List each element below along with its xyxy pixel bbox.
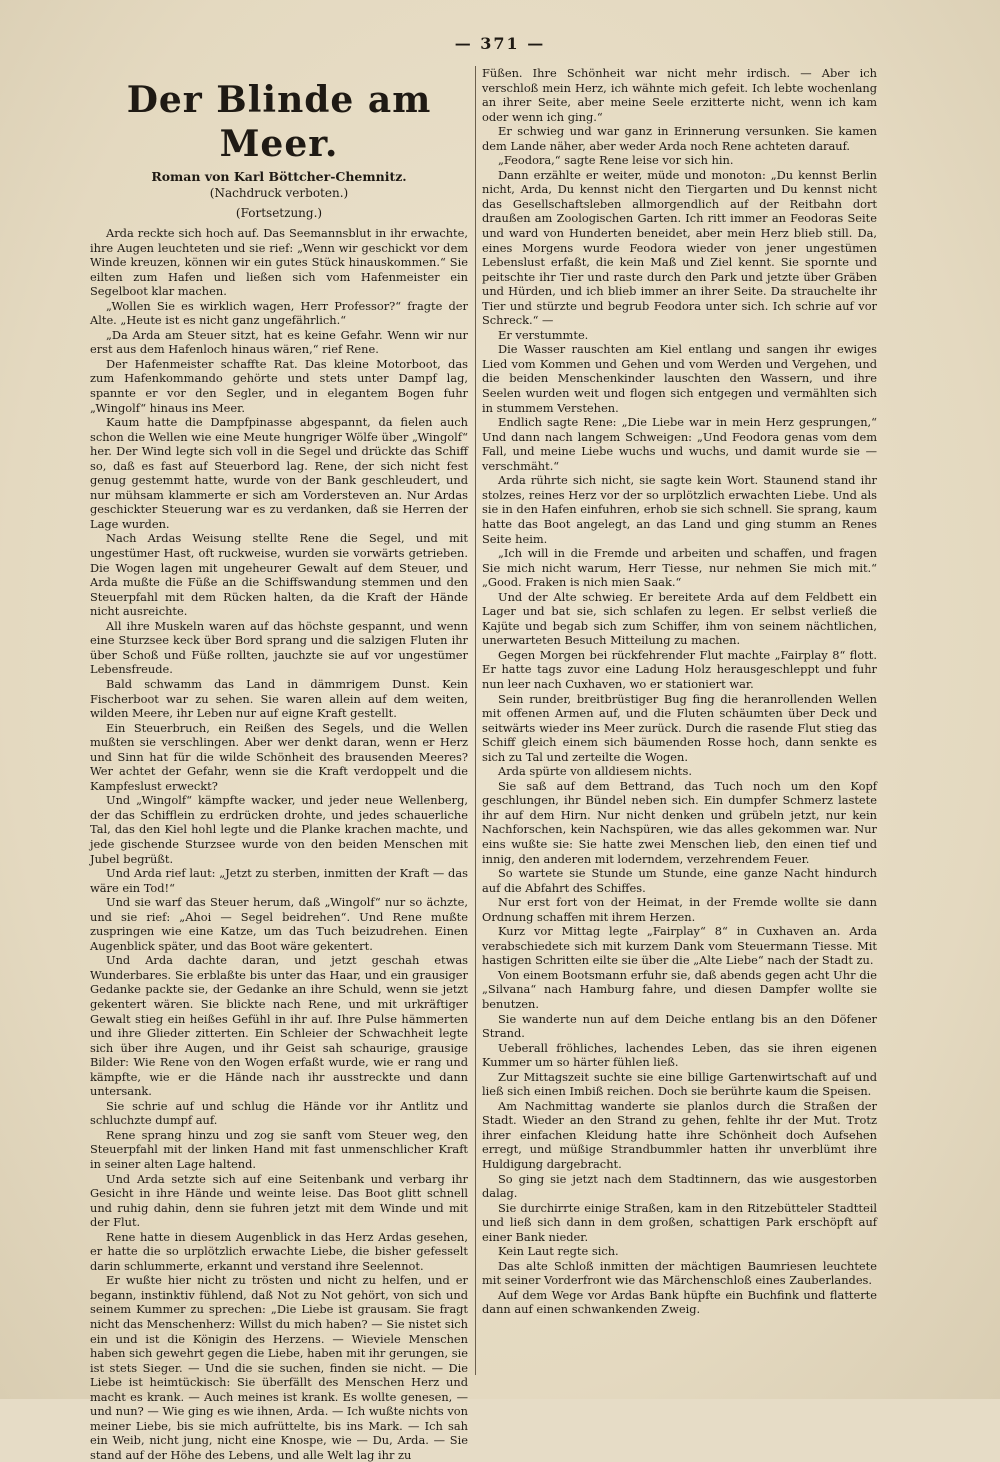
paragraph: Arda reckte sich hoch auf. Das Seemannsblut in ihr erwachte, ihre Augen leuchteten und sie rief: „Wenn wir geschickt vor dem Winde kreuzen, können wir ein gutes Stück hinauskommen.“ Sie eilten zum Hafen und ließen sich vom Hafenmeister ein Segelboot klar machen. — [90, 226, 468, 299]
paragraph: Von einem Bootsmann erfuhr sie, daß abends gegen acht Uhr die „Silvana“ nach Hamburg fahre, und diesen Dampfer wollte sie benutzen. — [482, 967, 877, 1011]
paragraph: Dann erzählte er weiter, müde und monoton: „Du kennst Berlin nicht, Arda, Du kennst nicht den Tiergarten und Du kennst nicht das Gesellschaftsleben allmorgendlich auf der Reitbahn dort draußen am Zoologischen Garten. Ich ritt immer an Feodoras Seite und ward von Hunderten beneidet, aber mein Herz blieb still. Da, eines Morgens wurde Feodora wieder von jener ungestümen Lebenslust erfaßt, die kein Maß und Ziel kennt. Sie spornte und peitschte ihr Tier und raste durch den Park und jetzte über Gräben und Hürden, und ich blieb immer an ihrer Seite. Da strauchelte ihr Tier und stürzte und begrub Feodora unter sich. Ich schrie auf vor Schreck.“ — — [482, 167, 877, 328]
paragraph: Und sie warf das Steuer herum, daß „Wingolf“ nur so ächzte, und sie rief: „Ahoi — Segel beidrehen“. Und Rene mußte zuspringen wie eine Katze, um das Tuch beizudrehen. Einen Augenblick später, und das Boot wäre gekentert. — [90, 895, 468, 953]
page-number: — 371 — — [454, 34, 546, 53]
paragraph: Füßen. Ihre Schönheit war nicht mehr irdisch. — Aber ich verschloß mein Herz, ich wähnte mich gefeit. Ich lebte wochenlang an ihrer Seite, aber meine Seele erzitterte nicht, wenn ich kam oder wenn ich ging.“ — [482, 66, 877, 124]
paragraph: Bald schwamm das Land in dämmrigem Dunst. Kein Fischerboot war zu sehen. Sie waren allein auf dem weiten, wilden Meere, ihr Leben nur auf eigne Kraft gestellt. — [90, 676, 468, 721]
paragraph: Arda rührte sich nicht, sie sagte kein Wort. Staunend stand ihr stolzes, reines Herz vor der so urplötzlich erwachten Liebe. Und als sie in den Hafen einfuhren, erhob sie sich schnell. Sie sprang, kaum hatte das Boot angelegt, an das Land und ging stumm an Renes Seite heim. — [482, 473, 877, 546]
paragraph: Nach Ardas Weisung stellte Rene die Segel, und mit ungestümer Hast, oft ruckweise, wurden sie vorwärts getrieben. Die Wogen lagen mit ungeheurer Gewalt auf dem Steuer, und Arda mußte die Füße an die Schiffswandung stemmen und den Steuerpfahl mit dem Rücken halten, da die Kraft der Hände nicht ausreichte. — [90, 531, 468, 619]
paragraph: Der Hafenmeister schaffte Rat. Das kleine Motorboot, das zum Hafenkommando gehörte und stets unter Dampf lag, spannte er vor den Segler, und in elegantem Bogen fuhr „Wingolf“ hinaus ins Meer. — [90, 356, 468, 415]
paragraph: Sein runder, breitbrüstiger Bug fing die heranrollenden Wellen mit offenen Armen auf, und die Fluten schäumten über Deck und seitwärts wieder ins Meer zurück. Durch die rasende Flut stieg das Schiff gleich einem sich bäumenden Rosse hoch, dann senkte es sich zu Tal und zerteilte die Wogen. — [482, 691, 877, 764]
paragraph: „Da Arda am Steuer sitzt, hat es keine Gefahr. Wenn wir nur erst aus dem Hafenloch hinaus wären,“ rief Rene. — [90, 327, 468, 357]
paragraph: Endlich sagte Rene: „Die Liebe war in mein Herz gesprungen,“ Und dann nach langem Schweigen: „Und Feodora genas vom dem Fall, und meine Liebe wuchs und wuchs, und damit wurde sie — verschmäht.“ — [482, 415, 877, 473]
paragraph: Sie durchirrte einige Straßen, kam in den Ritzebütteler Stadtteil und ließ sich dann in dem großen, schattigen Park erschöpft auf einer Bank nieder. — [482, 1200, 877, 1244]
paragraph: Und „Wingolf“ kämpfte wacker, und jeder neue Wellenberg, der das Schifflein zu erdrücken drohte, und jedes schauerliche Tal, das den Kiel hohl legte und die Planke krachen machte, und jede gischende Sturzsee wurde von den beiden Menschen mit Jubel begrüßt. — [90, 793, 468, 866]
column-divider — [475, 66, 476, 1375]
paragraph: Kaum hatte die Dampfpinasse abgespannt, da fielen auch schon die Wellen wie eine Meute hungriger Wölfe über „Wingolf“ her. Der Wind legte sich voll in die Segel und drückte das Schiff so, daß es fast auf Steuerbord lag. Rene, der sich nicht fest genug gestemmt hatte, wurde von der Bank geschleudert, und nur mühsam klammerte er sich am Vordersteven an. Nur Ardas geschickter Steuerung war es zu verdanken, daß sie Herren der Lage wurden. — [90, 415, 468, 531]
paragraph: Sie saß auf dem Bettrand, das Tuch noch um den Kopf geschlungen, ihr Bündel neben sich. Ein dumpfer Schmerz lastete ihr auf dem Hirn. Nur nicht denken und grübeln jetzt, nur kein Nachforschen, kein Nachspüren, wie das alles gekommen war. Nur eins wußte sie: Sie hatte zwei Menschen lieb, den einen tief und innig, den anderen mit loderndem, verzehrendem Feuer. — [482, 778, 877, 866]
article-title: Der Blinde am Meer. — [126, 79, 432, 165]
paragraph: Und der Alte schwieg. Er bereitete Arda auf dem Feldbett ein Lager und bat sie, sich schlafen zu legen. Er selbst verließ die Kajüte und begab sich zum Schiffer, ihm von seinem nächtlichen, unerwarteten Besuch Mitteilung zu machen. — [482, 589, 877, 648]
paragraph: Und Arda dachte daran, und jetzt geschah etwas Wunderbares. Sie erblaßte bis unter das Haar, und ein grausiger Gedanke packte sie, der Gedanke an ihre Schuld, wenn sie jetzt gekentert wären. Sie blickte nach Rene, und mit urkräftiger Gewalt stieg ein heißes Gefühl in ihr auf. Ihre Pulse hämmerten und ihre Glieder zitterten. Ein Schleier der Schwachheit legte sich über ihre Augen, und ihr Geist sah schaurige, grausige Bilder: Wie Rene von den Wogen erfaßt wurde, wie er rang und kämpfte, wie er die Hände nach ihr ausstreckte und dann untersank. — [90, 953, 468, 1099]
paragraph: Rene hatte in diesem Augenblick in das Herz Ardas gesehen, er hatte die so urplötzlich erwachte Liebe, die bisher gefesselt darin schlummerte, erkannt und verstand ihre Seelennot. — [90, 1229, 468, 1273]
byline: Roman von Karl Böttcher-Chemnitz. — [151, 169, 407, 184]
paragraph: Sie schrie auf und schlug die Hände vor ihr Antlitz und schluchzte dumpf auf. — [90, 1098, 468, 1128]
paragraph: Nur erst fort von der Heimat, in der Fremde wollte sie dann Ordnung schaffen mit ihrem Herzen. — [482, 895, 877, 924]
paragraph: Rene sprang hinzu und zog sie sanft vom Steuer weg, den Steuerpfahl mit der linken Hand mit fast unmenschlicher Kraft in seiner alten Lage haltend. — [90, 1127, 468, 1171]
right-column — [482, 66, 877, 1381]
paragraph: Das alte Schloß inmitten der mächtigen Baumriesen leuchtete mit seiner Vorderfront wie das Märchenschloß eines Zauberlandes. — [482, 1258, 877, 1288]
copyright-notice: (Nachdruck verboten.) — [209, 186, 349, 200]
paragraph: Arda spürte von alldiesem nichts. — [498, 764, 692, 779]
paragraph: Sie wanderte nun auf dem Deiche entlang bis an den Döfener Strand. — [482, 1011, 877, 1041]
paragraph: So ging sie jetzt nach dem Stadtinnern, das wie ausgestorben dalag. — [482, 1171, 877, 1201]
paragraph: Er verstummte. — [498, 327, 589, 342]
paragraph: Gegen Morgen bei rückfehrender Flut machte „Fairplay 8“ flott. Er hatte tags zuvor eine Ladung Holz herausgeschleppt und fuhr nun leer nach Cuxhaven, wo er stationiert war. — [482, 647, 877, 691]
paragraph: „Wollen Sie es wirklich wagen, Herr Professor?“ fragte der Alte. „Heute ist es nicht ganz ungefährlich.“ — [90, 298, 468, 328]
paragraph: Und Arda rief laut: „Jetzt zu sterben, inmitten der Kraft — das wäre ein Tod!“ — [90, 866, 468, 895]
paragraph: Und Arda setzte sich auf eine Seitenbank und verbarg ihr Gesicht in ihre Hände und weinte leise. Das Boot glitt schnell und ruhig dahin, denn sie fuhren jetzt mit dem Winde und mit der Flut. — [90, 1171, 468, 1230]
paragraph: Ueberall fröhliches, lachendes Leben, das sie ihren eigenen Kummer um so härter fühlen ließ. — [482, 1040, 877, 1070]
paragraph: All ihre Muskeln waren auf das höchste gespannt, und wenn eine Sturzsee keck über Bord sprang und die salzigen Fluten ihr über Schoß und Füße rollten, jauchzte sie auf vor ungestümer Lebensfreude. — [90, 618, 468, 677]
paragraph: Kein Laut regte sich. — [498, 1244, 619, 1259]
paragraph: Kurz vor Mittag legte „Fairplay“ 8“ in Cuxhaven an. Arda verabschiedete sich mit kurzem Dank vom Steuermann Tiesse. Mit hastigen Schritten eilte sie über die „Alte Liebe“ nach der Stadt zu. — [482, 924, 877, 968]
continuation-note: (Fortsetzung.) — [235, 206, 323, 220]
paragraph: Er wußte hier nicht zu trösten und nicht zu helfen, und er begann, instinktiv fühlend, daß Not zu Not gehört, von sich und seinem Kummer zu sprechen: „Die Liebe ist grausam. Sie fragt nicht das Menschenherz: Willst du mich haben? — Sie nistet sich ein und ist die Königin des Herzens. — Wieviele Menschen haben sich gewehrt gegen die Liebe, haben mit ihr gerungen, sie ist stets Sieger. — Und die sie suchen, finden sie nicht. — Die Liebe ist heimtückisch: Sie überfällt des Menschen Herz und macht es krank. — Auch meines ist krank. Es wollte genesen, — und nun? — Wie ging es wie ihnen, Arda. — Ich wußte nichts von meiner Liebe, bis sie mich aufrüttelte, bis ins Mark. — Ich sah ein Weib, nicht jung, nicht eine Knospe, wie — Du, Arda. — Sie stand auf der Höhe des Lebens, und alle Welt lag ihr zu — [90, 1273, 468, 1462]
left-column — [90, 66, 468, 1462]
paragraph: So wartete sie Stunde um Stunde, eine ganze Nacht hindurch auf die Abfahrt des Schiffes. — [482, 866, 877, 895]
paragraph: Ein Steuerbruch, ein Reißen des Segels, und die Wellen mußten sie verschlingen. Aber wer denkt daran, wenn er Herz und Sinn hat für die wilde Schönheit des brausenden Meeres? Wer achtet der Gefahr, wenn sie die Kraft verdoppelt und die Kampfeslust erweckt? — [90, 720, 468, 793]
paragraph: „Ich will in die Fremde und arbeiten und schaffen, und fragen Sie mich nicht warum, Herr Tiesse, nur nehmen Sie mich mit.“ „Good. Fraken is nich mien Saak.“ — [482, 546, 877, 590]
paragraph: Zur Mittagszeit suchte sie eine billige Gartenwirtschaft auf und ließ sich einen Imbiß reichen. Doch sie berührte kaum die Speisen. — [482, 1069, 877, 1099]
paragraph: Auf dem Wege vor Ardas Bank hüpfte ein Buchfink und flatterte dann auf einen schwankenden Zweig. — [482, 1287, 877, 1317]
paragraph: Die Wasser rauschten am Kiel entlang und sangen ihr ewiges Lied vom Kommen und Gehen und vom Werden und Vergehen, und die beiden Menschenkinder lauschten den Wassern, und ihre Seelen wurden weit und flogen sich entgegen und vermählten sich in stummem Verstehen. — [482, 342, 877, 415]
paragraph: „Feodora,“ sagte Rene leise vor sich hin. — [498, 153, 734, 168]
paragraph: Er schwieg und war ganz in Erinnerung versunken. Sie kamen dem Lande näher, aber weder Arda noch Rene achteten darauf. — [482, 124, 877, 153]
paragraph: Am Nachmittag wanderte sie planlos durch die Straßen der Stadt. Wieder an den Strand zu gehen, fehlte ihr der Mut. Trotz ihrer einfachen Kleidung hatte ihre Schönheit doch Aufsehen erregt, und müßige Strandbummler hatten ihr unverblümt ihre Huldigung dargebracht. — [482, 1098, 877, 1172]
